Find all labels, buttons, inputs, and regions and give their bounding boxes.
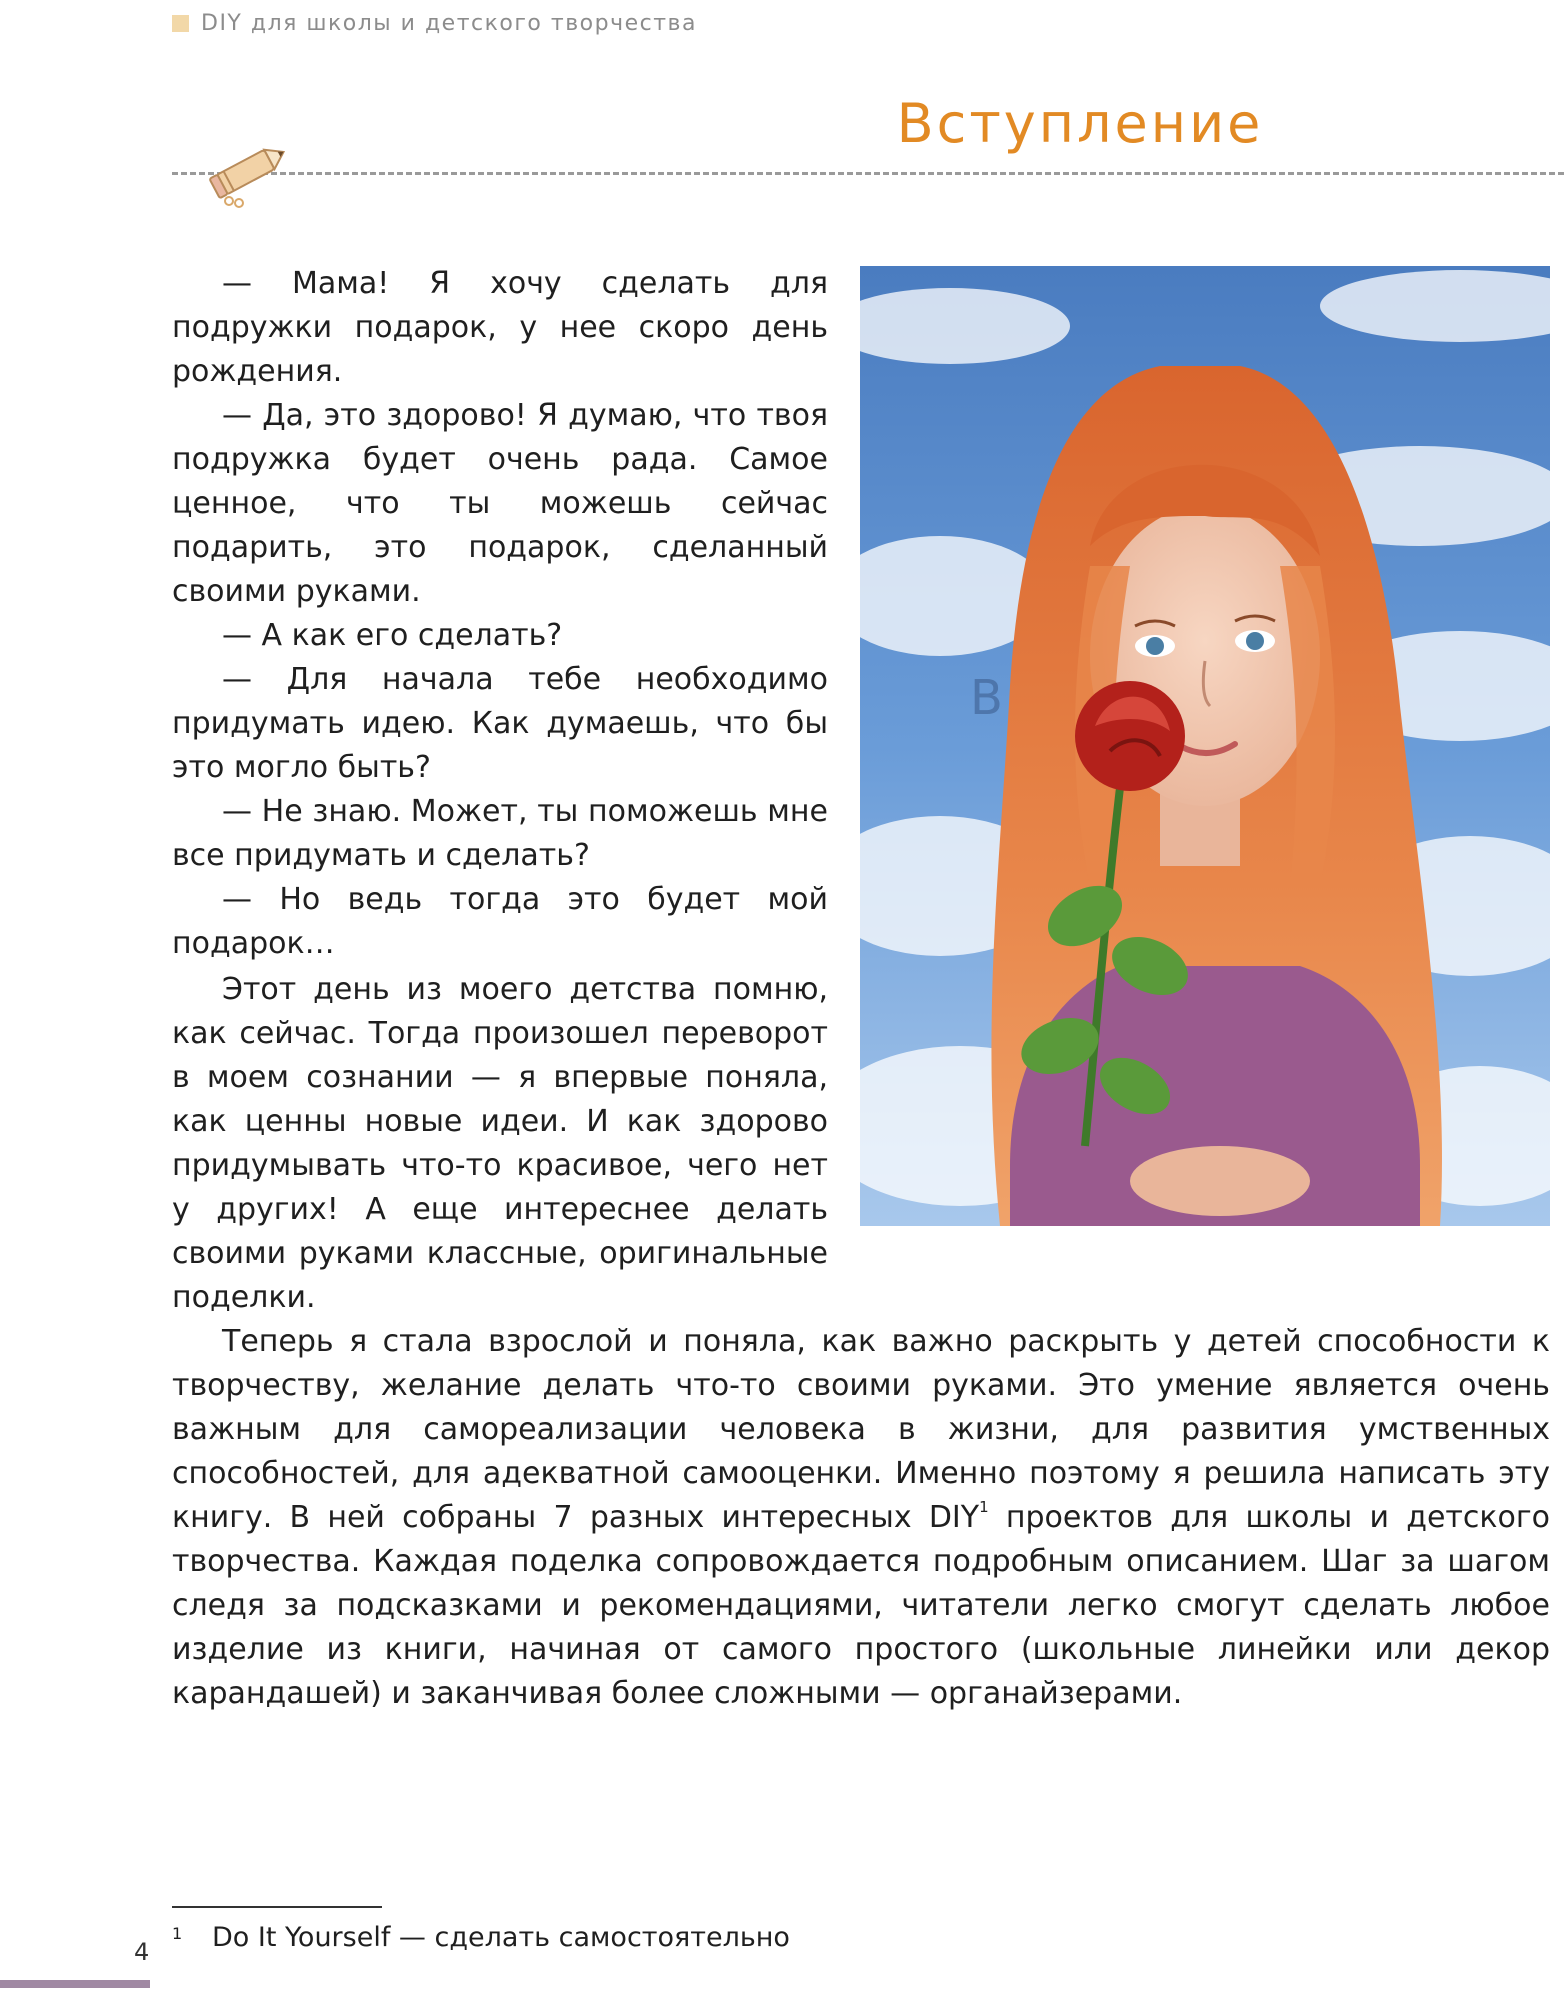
footnote-reference: 1: [979, 1498, 989, 1516]
chapter-title: Вступление: [896, 92, 1264, 155]
dialogue-line: — Не знаю. Может, ты поможешь мне все придумать и сделать?: [172, 794, 828, 873]
head-square-icon: [172, 15, 189, 32]
memory-block: [172, 968, 828, 1320]
running-head: [172, 8, 697, 38]
title-dashed-rule: [172, 172, 1564, 175]
main-paragraph-part-2: проектов для школы и детского творчества. Каждая поделка сопровождается подробным описанием. Шаг за шагом следя за подсказками и рекомендациями, читатели легко смогут сделать любое изделие из книги, начиная от самого простого (школьные линейки или декор карандашей) и заканчивая более сложными — органайзерами.: [172, 1500, 1550, 1711]
dialogue-line: — Для начала тебе необходимо придумать идею. Как думаешь, что бы это могло быть?: [172, 662, 828, 785]
footnote: [172, 1922, 790, 1953]
pencil-icon: [205, 135, 295, 210]
running-head-text: DIY для школы и детского творчества: [201, 10, 697, 36]
dialogue-line: — Мама! Я хочу сделать для подружки подарок, у нее скоро день рождения.: [172, 266, 828, 389]
dialogue-line: — Да, это здорово! Я думаю, что твоя подружка будет очень рада. Самое ценное, что ты можешь сейчас подарить, это подарок, сделанный своими руками.: [172, 398, 828, 609]
main-paragraph-block: [172, 1320, 1550, 1716]
main-paragraph: [172, 1320, 1550, 1716]
dialogue-line: — А как его сделать?: [222, 618, 563, 653]
footnote-rule: [172, 1906, 382, 1908]
footnote-text: Do It Yourself — сделать самостоятельно: [212, 1922, 790, 1953]
memory-paragraph: Этот день из моего детства помню, как сейчас. Тогда произошел переворот в моем сознании — я впервые поняла, как ценны новые идеи. И как здорово придумывать что-то красивое, чего нет у других! А еще интереснее делать своими руками классные, оригинальные поделки.: [172, 972, 828, 1315]
page-accent-bar: [0, 1980, 150, 1988]
footnote-mark: 1: [172, 1924, 183, 1943]
main-paragraph-part-1: Теперь я стала взрослой и поняла, как важно раскрыть у детей способности к творчеству, желание делать что-то своими руками. Это умение является очень важным для самореализации человека в жизни, для развития умственных способностей, для адекватной самооценки. Именно поэтому я решила написать эту книгу. В ней собраны 7 разных интересных DIY: [172, 1324, 1550, 1535]
artist-signature: B: [970, 670, 1003, 726]
girl-with-rose-illustration: [860, 266, 1550, 1226]
dialogue-line: — Но ведь тогда это будет мой подарок…: [172, 882, 828, 961]
dialogue-block: [172, 262, 828, 966]
page-number: 4: [134, 1938, 150, 1966]
